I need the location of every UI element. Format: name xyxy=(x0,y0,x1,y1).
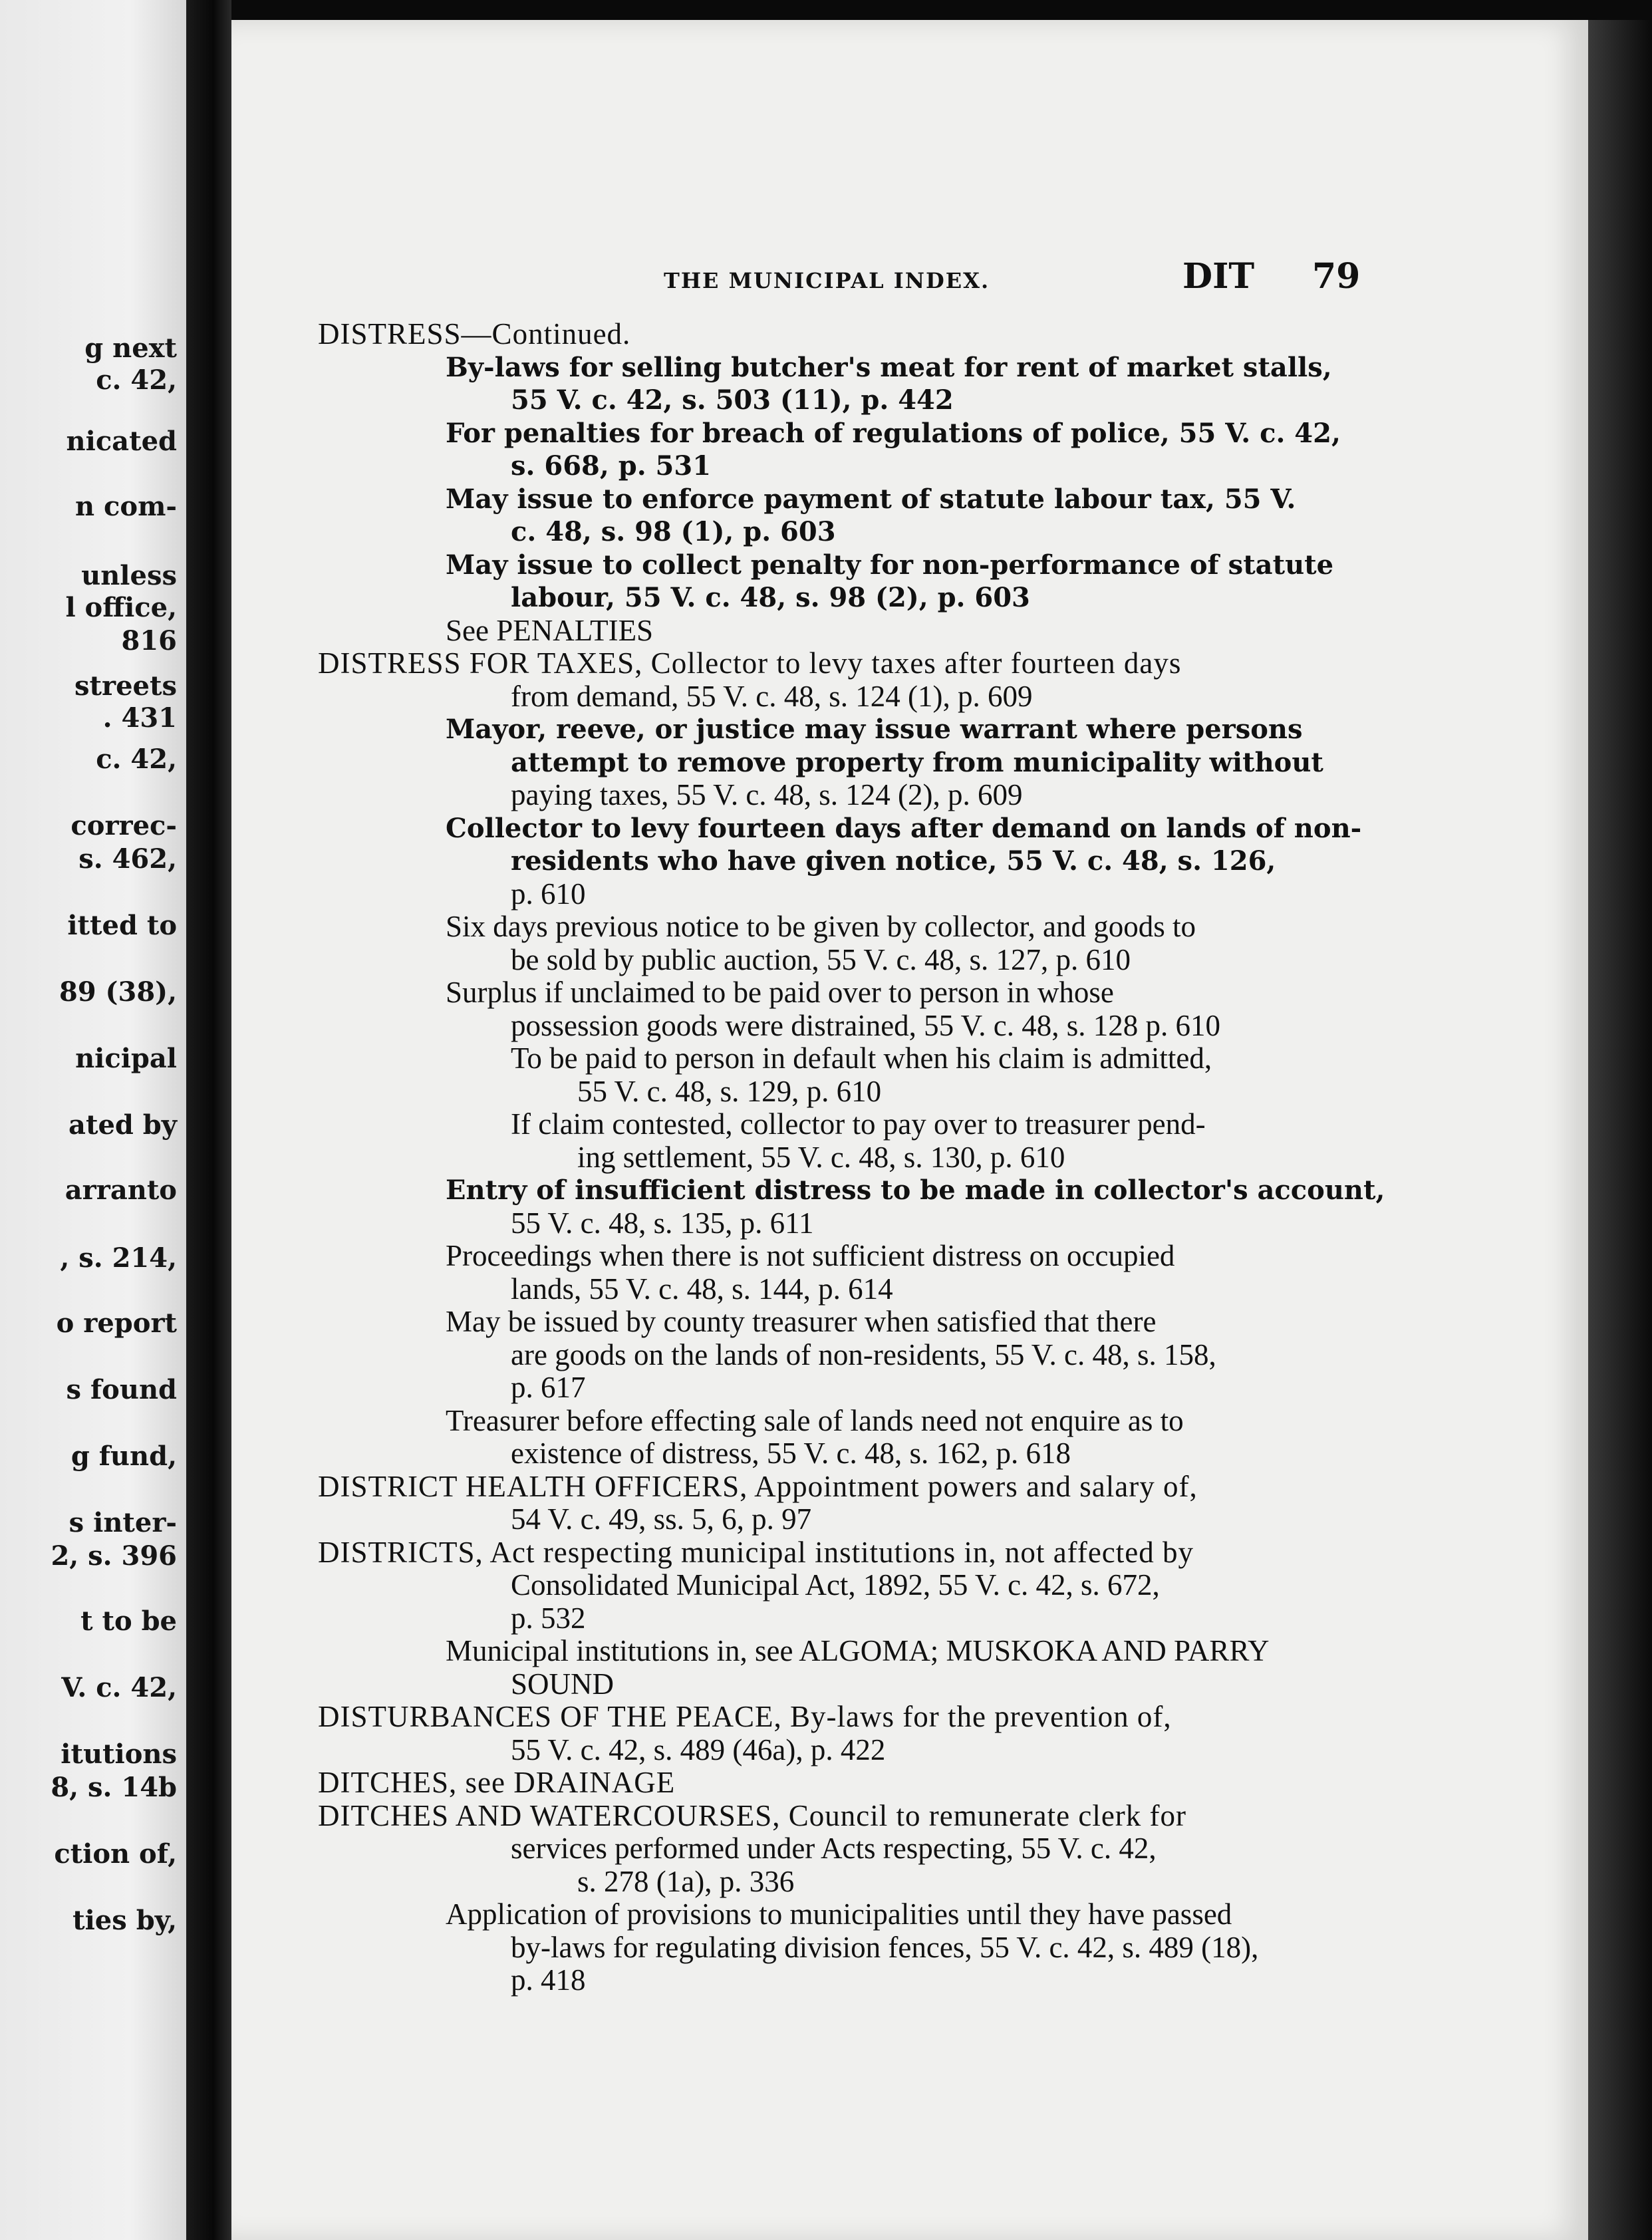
facing-page-text: s. 462, xyxy=(78,843,177,875)
facing-page-text: itted to xyxy=(67,910,177,941)
facing-page-text: ated by xyxy=(69,1109,177,1141)
index-subentry-line: 55 V. c. 48, s. 135, p. 611 xyxy=(511,1206,814,1240)
index-subentry-line: from demand, 55 V. c. 48, s. 124 (1), p. 609 xyxy=(511,679,1033,713)
index-subentry-line: attempt to remove property from municipality without xyxy=(511,746,1323,778)
facing-page-text: 2, s. 396 xyxy=(51,1540,177,1572)
facing-page-text: s found xyxy=(66,1374,177,1405)
facing-page-text: o report xyxy=(56,1308,177,1339)
index-subentry-line: 55 V. c. 42, s. 503 (11), p. 442 xyxy=(511,384,954,416)
facing-page-text: . 431 xyxy=(102,702,177,734)
index-subentry-line: by-laws for regulating division fences, 55 V. c. 42, s. 489 (18), xyxy=(511,1930,1259,1964)
index-subentry-line: Municipal institutions in, see ALGOMA; MUSKOKA AND PARRY xyxy=(446,1634,1270,1667)
facing-page-text: 89 (38), xyxy=(59,976,177,1008)
index-subentry-line: existence of distress, 55 V. c. 48, s. 162, p. 618 xyxy=(511,1437,1071,1470)
facing-page-text: arranto xyxy=(65,1175,177,1206)
index-heading-line: DISTRICT HEALTH OFFICERS, Appointment powers and salary of, xyxy=(318,1469,1198,1503)
index-heading-line: DISTRICTS, Act respecting municipal institutions in, not affected by xyxy=(318,1535,1194,1569)
page-edge-shadow xyxy=(1588,20,1652,2240)
facing-page-text: t to be xyxy=(80,1606,177,1637)
running-title: THE MUNICIPAL INDEX. xyxy=(664,268,990,293)
page-number: 79 xyxy=(1312,256,1361,297)
index-subentry-line: 54 V. c. 49, ss. 5, 6, p. 97 xyxy=(511,1502,812,1536)
index-subentry-line: May issue to collect penalty for non-performance of statute xyxy=(446,549,1334,581)
facing-page-text: ties by, xyxy=(72,1905,177,1936)
index-subentry-line: Mayor, reeve, or justice may issue warrant where persons xyxy=(446,714,1303,745)
index-subentry-line: If claim contested, collector to pay over to treasurer pend- xyxy=(511,1107,1206,1141)
index-subentry-line: labour, 55 V. c. 48, s. 98 (2), p. 603 xyxy=(511,582,1030,613)
index-subentry-line: SOUND xyxy=(511,1667,615,1701)
index-subentry-line: s. 278 (1a), p. 336 xyxy=(577,1864,795,1898)
index-subentry-line: be sold by public auction, 55 V. c. 48, s. 127, p. 610 xyxy=(511,942,1131,976)
facing-page-text: , s. 214, xyxy=(60,1242,177,1274)
index-subentry-line: Consolidated Municipal Act, 1892, 55 V. c. 42, s. 672, xyxy=(511,1568,1160,1602)
facing-page-text: V. c. 42, xyxy=(61,1672,177,1703)
facing-page-text: c. 42, xyxy=(96,744,177,775)
facing-page-text: streets xyxy=(74,670,177,702)
index-subentry-line: paying taxes, 55 V. c. 48, s. 124 (2), p. 609 xyxy=(511,778,1023,811)
facing-page-text: s inter- xyxy=(69,1507,177,1538)
index-subentry-line: are goods on the lands of non-residents, 55 V. c. 48, s. 158, xyxy=(511,1337,1216,1371)
index-subentry-line: lands, 55 V. c. 48, s. 144, p. 614 xyxy=(511,1272,893,1306)
index-subentry-line: Entry of insufficient distress to be made in collector's account, xyxy=(446,1175,1385,1206)
index-entries xyxy=(318,317,1385,1997)
facing-page-text: g next xyxy=(84,333,177,364)
facing-page-fragment xyxy=(0,0,186,2240)
index-heading-line: DISTRESS FOR TAXES, Collector to levy taxes after fourteen days xyxy=(318,646,1182,680)
index-subentry-line: For penalties for breach of regulations of police, 55 V. c. 42, xyxy=(446,417,1341,449)
section-code: DIT xyxy=(1182,256,1255,297)
index-subentry-line: Surplus if unclaimed to be paid over to person in whose xyxy=(446,976,1114,1009)
index-subentry-line: possession goods were distrained, 55 V. c. 48, s. 128 p. 610 xyxy=(511,1008,1221,1042)
facing-page-text: nicipal xyxy=(75,1043,177,1074)
index-subentry-line: p. 418 xyxy=(511,1963,586,1997)
page-header xyxy=(231,249,1588,303)
index-heading-line: DITCHES, see DRAINAGE xyxy=(318,1766,676,1799)
index-subentry-line: services performed under Acts respecting, 55 V. c. 42, xyxy=(511,1832,1157,1865)
index-subentry-line: Application of provisions to municipalities until they have passed xyxy=(446,1897,1232,1931)
index-subentry-line: See PENALTIES xyxy=(446,613,654,647)
index-subentry-line: Treasurer before effecting sale of lands need not enquire as to xyxy=(446,1403,1184,1437)
index-subentry-line: Proceedings when there is not sufficient distress on occupied xyxy=(446,1239,1175,1272)
index-subentry-line: 55 V. c. 42, s. 489 (46a), p. 422 xyxy=(511,1733,886,1766)
index-subentry-line: By-laws for selling butcher's meat for rent of market stalls, xyxy=(446,351,1332,383)
index-subentry-line: To be paid to person in default when his claim is admitted, xyxy=(511,1042,1212,1075)
index-subentry-line: May issue to enforce payment of statute labour tax, 55 V. xyxy=(446,483,1296,515)
index-subentry-line: p. 610 xyxy=(511,877,586,910)
facing-page-text: c. 42, xyxy=(96,364,177,396)
index-heading-line: DITCHES AND WATERCOURSES, Council to remunerate clerk for xyxy=(318,1798,1187,1832)
facing-page-text: 8, s. 14b xyxy=(51,1772,177,1803)
index-subentry-line: 55 V. c. 48, s. 129, p. 610 xyxy=(577,1074,882,1108)
book-gutter xyxy=(186,0,231,2240)
facing-page-text: itutions xyxy=(61,1739,177,1770)
facing-page-text: correc- xyxy=(70,810,177,841)
facing-page-text: l office, xyxy=(65,592,177,623)
facing-page-text: n com- xyxy=(75,491,177,522)
index-subentry-line: Six days previous notice to be given by collector, and goods to xyxy=(446,910,1196,943)
index-subentry-line: p. 532 xyxy=(511,1601,586,1635)
index-subentry-line: s. 668, p. 531 xyxy=(511,450,712,482)
index-heading-line: DISTURBANCES OF THE PEACE, By-laws for the prevention of, xyxy=(318,1700,1172,1733)
facing-page-text: ction of, xyxy=(54,1838,177,1870)
index-subentry-line: May be issued by county treasurer when satisfied that there xyxy=(446,1305,1157,1338)
index-subentry-line: ing settlement, 55 V. c. 48, s. 130, p. 610 xyxy=(577,1140,1065,1174)
facing-page-text: g fund, xyxy=(70,1441,177,1472)
facing-page-text: 816 xyxy=(121,625,177,656)
facing-page-text: nicated xyxy=(66,426,177,457)
index-subentry-line: Collector to levy fourteen days after demand on lands of non- xyxy=(446,812,1362,844)
index-subentry-line: c. 48, s. 98 (1), p. 603 xyxy=(511,516,836,547)
facing-page-text: unless xyxy=(81,560,177,591)
index-page xyxy=(231,20,1588,2240)
index-heading-line: DISTRESS—Continued. xyxy=(318,317,631,350)
index-subentry-line: p. 617 xyxy=(511,1371,586,1404)
index-subentry-line: residents who have given notice, 55 V. c. 48, s. 126, xyxy=(511,845,1276,877)
